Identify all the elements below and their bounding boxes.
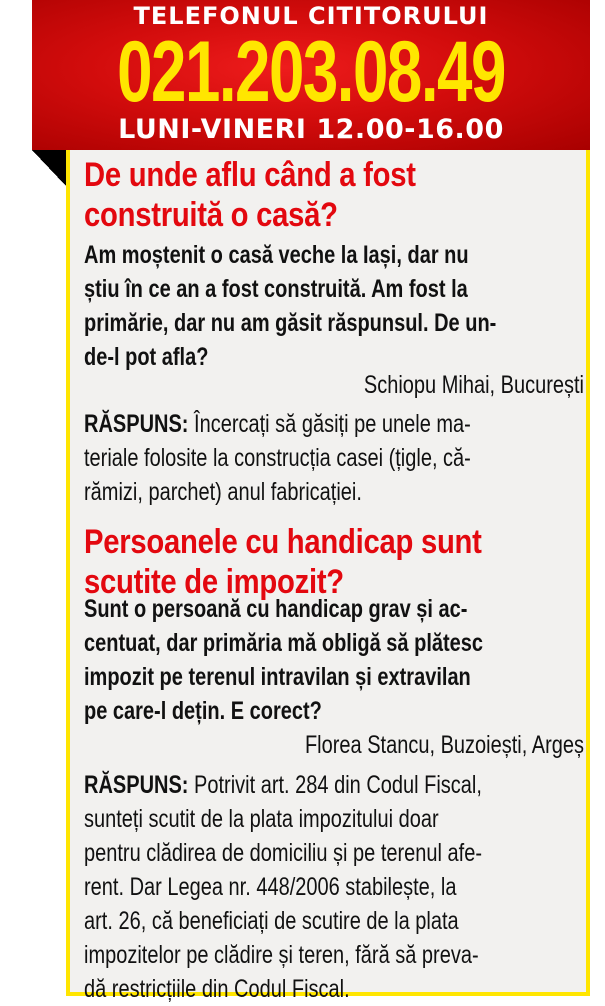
answer-line: Potrivit art. 284 din Codul Fiscal,	[188, 771, 482, 799]
article-title	[84, 522, 583, 602]
answer-label: RĂSPUNS:	[84, 410, 189, 438]
title-line: scutite de impozit?	[84, 563, 344, 601]
article-signature: Schiopu Mihai, București	[363, 371, 584, 399]
article-question	[84, 592, 586, 728]
answer-line: Încercați să găsiți pe unele ma-	[188, 410, 471, 438]
banner-label: TELEFONUL CITITORULUI	[133, 2, 489, 30]
answer-label: RĂSPUNS:	[84, 771, 189, 799]
article-answer	[84, 768, 586, 1006]
question-line: impozit pe terenul intravilan și extravilan	[84, 663, 471, 691]
article-title	[84, 155, 583, 235]
question-line: Sunt o persoană cu handicap grav și ac-	[84, 595, 468, 623]
answer-line: dă restricțiile din Codul Fiscal.	[84, 975, 350, 1003]
reader-phone-banner	[32, 0, 590, 150]
answer-line: rămizi, parchet) anul fabricației.	[84, 478, 362, 506]
call-hours: LUNI-VINERI 12.00-16.00	[118, 114, 504, 145]
title-line: Persoanele cu handicap sunt	[84, 523, 482, 561]
qa-box	[66, 150, 590, 1003]
answer-line: sunteți scutit de la plata impozitului doar	[84, 805, 439, 833]
answer-line: rent. Dar Legea nr. 448/2006 stabilește, la	[84, 873, 457, 901]
question-line: pe care-l dețin. E corect?	[84, 697, 322, 725]
title-line: De unde aflu când a fost	[84, 156, 416, 194]
question-line: centuat, dar primăria mă obligă să plătesc	[84, 629, 484, 657]
article-question	[84, 238, 586, 374]
article-signature: Florea Stancu, Buzoiești, Argeș	[304, 731, 584, 759]
answer-line: teriale folosite la construcția casei (țigle, că-	[84, 444, 471, 472]
question-line: de-l pot afla?	[84, 343, 209, 371]
question-line: Am moștenit o casă veche la Iași, dar nu	[84, 241, 469, 269]
article-2	[84, 522, 605, 602]
answer-line: impozitelor pe clădire și teren, fără să preva-	[84, 941, 479, 969]
phone-number: 021.203.08.49	[117, 24, 505, 120]
article-1	[84, 155, 605, 235]
title-line: construită o casă?	[84, 196, 338, 234]
black-fold-corner	[32, 150, 66, 186]
answer-line: art. 26, că beneficiați de scutire de la plata	[84, 907, 459, 935]
answer-line: pentru clădirea de domiciliu și pe terenul afe-	[84, 839, 482, 867]
question-line: știu în ce an a fost construită. Am fost la	[84, 275, 468, 303]
question-line: primărie, dar nu am găsit răspunsul. De un-	[84, 309, 497, 337]
article-answer	[84, 407, 586, 509]
